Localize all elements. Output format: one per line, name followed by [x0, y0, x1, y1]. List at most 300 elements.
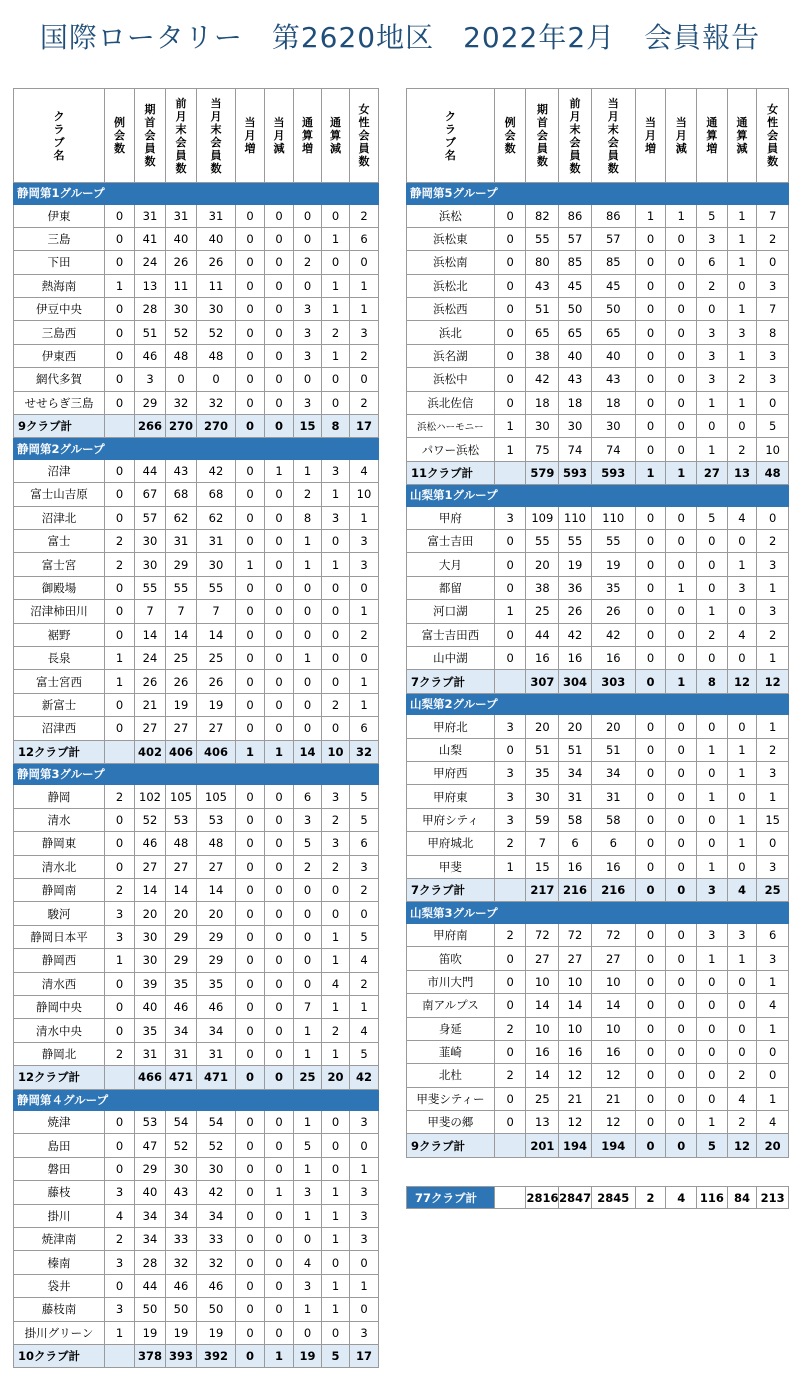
cell-value: 85 [559, 251, 592, 274]
cell-value: 2 [494, 1017, 526, 1040]
grand-total-value: 2816 [526, 1187, 559, 1209]
cell-value: 31 [166, 530, 197, 553]
cell-value: 1 [322, 949, 350, 972]
cell-value: 0 [666, 1064, 697, 1087]
column-header-label: 当月減 [675, 116, 687, 155]
cell-value: 2 [757, 623, 789, 646]
club-name: 伊東 [14, 204, 105, 227]
cell-value: 44 [135, 459, 166, 482]
cell-value: 55 [526, 530, 559, 553]
club-name: 甲斐シティー [407, 1087, 495, 1110]
cell-value: 18 [526, 391, 559, 414]
cell-value: 34 [591, 762, 635, 785]
cell-value: 0 [494, 1040, 526, 1063]
cell-value: 0 [105, 600, 135, 623]
cell-value: 0 [265, 251, 294, 274]
cell-value: 0 [666, 553, 697, 576]
table-row [407, 970, 789, 993]
cell-value: 0 [265, 600, 294, 623]
club-name: 清水中央 [14, 1019, 105, 1042]
table-row [14, 902, 379, 925]
column-header [526, 89, 559, 183]
cell-value: 0 [666, 530, 697, 553]
cell-value: 0 [697, 1040, 728, 1063]
cell-value: 0 [236, 1042, 265, 1065]
table-row [407, 274, 789, 297]
cell-value: 3 [294, 1274, 322, 1297]
cell-value: 40 [135, 1181, 166, 1204]
cell-value: 1 [322, 1204, 350, 1227]
cell-value: 0 [236, 459, 265, 482]
group-total-value: 13 [727, 461, 757, 484]
cell-value: 2 [494, 1064, 526, 1087]
cell-value: 34 [197, 1204, 236, 1227]
cell-value: 4 [727, 1087, 757, 1110]
column-header-label: 女性会員数 [358, 103, 370, 168]
grand-total-value: 4 [666, 1187, 697, 1209]
cell-value: 19 [559, 553, 592, 576]
group-total-value: 0 [635, 670, 666, 693]
column-header-label: 当月末会員数 [607, 96, 619, 175]
club-name: 浜松北 [407, 274, 495, 297]
cell-value: 0 [105, 1157, 135, 1180]
cell-value: 1 [727, 553, 757, 576]
cell-value: 54 [197, 1111, 236, 1134]
cell-value: 0 [236, 344, 265, 367]
cell-value: 6 [350, 717, 379, 740]
page-title: 国際ロータリー 第2620地区 2022年2月 会員報告 [39, 21, 761, 54]
table-row [14, 1111, 379, 1134]
cell-value: 105 [197, 785, 236, 808]
cell-value: 0 [666, 1111, 697, 1134]
cell-value: 2 [322, 693, 350, 716]
cell-value: 0 [635, 1064, 666, 1087]
cell-value: 26 [591, 600, 635, 623]
cell-value: 4 [105, 1204, 135, 1227]
cell-value: 13 [526, 1111, 559, 1134]
club-name: 清水西 [14, 972, 105, 995]
cell-value: 0 [105, 368, 135, 391]
cell-value: 85 [591, 251, 635, 274]
group-total-label: 9クラブ計 [14, 415, 105, 438]
table-row [407, 227, 789, 250]
cell-value: 0 [236, 996, 265, 1019]
cell-value: 1 [697, 600, 728, 623]
cell-value: 0 [666, 368, 697, 391]
cell-value: 2 [727, 1064, 757, 1087]
group-total-value: 1 [265, 1344, 294, 1367]
table-row [14, 647, 379, 670]
cell-value: 0 [294, 274, 322, 297]
column-header [494, 89, 526, 183]
cell-value: 40 [197, 227, 236, 250]
cell-value: 0 [322, 530, 350, 553]
group-total-value: 217 [526, 879, 559, 902]
cell-value: 42 [197, 1181, 236, 1204]
cell-value: 3 [757, 368, 789, 391]
grand-total-value: 213 [757, 1187, 789, 1209]
group-total-value: 17 [350, 1344, 379, 1367]
table-row [407, 298, 789, 321]
cell-value: 1 [494, 855, 526, 878]
cell-value: 4 [350, 949, 379, 972]
cell-value: 32 [166, 1251, 197, 1274]
cell-value: 7 [757, 298, 789, 321]
group-total-value: 303 [591, 670, 635, 693]
cell-value: 3 [727, 576, 757, 599]
group-name: 山梨第2グループ [407, 693, 789, 715]
club-name: 榛南 [14, 1251, 105, 1274]
cell-value: 0 [265, 996, 294, 1019]
table-row [407, 321, 789, 344]
cell-value: 0 [236, 902, 265, 925]
cell-value: 0 [105, 623, 135, 646]
cell-value: 0 [105, 344, 135, 367]
cell-value: 44 [526, 623, 559, 646]
cell-value: 21 [135, 693, 166, 716]
cell-value: 102 [135, 785, 166, 808]
cell-value: 6 [559, 832, 592, 855]
group-total-value: 466 [135, 1066, 166, 1089]
cell-value: 1 [727, 808, 757, 831]
group-header-row [407, 902, 789, 924]
column-header [105, 89, 135, 183]
cell-value: 43 [526, 274, 559, 297]
cell-value: 3 [350, 1228, 379, 1251]
group-total-value: 42 [350, 1066, 379, 1089]
cell-value: 0 [697, 762, 728, 785]
group-total-value [105, 1344, 135, 1367]
column-header [697, 89, 728, 183]
cell-value: 0 [265, 670, 294, 693]
group-total-value: 270 [166, 415, 197, 438]
group-total-value: 593 [591, 461, 635, 484]
cell-value: 14 [166, 623, 197, 646]
club-name: 静岡西 [14, 949, 105, 972]
cell-value: 1 [105, 670, 135, 693]
group-total-label: 7クラブ計 [407, 879, 495, 902]
cell-value: 3 [105, 1181, 135, 1204]
cell-value: 1 [294, 459, 322, 482]
table-row [407, 832, 789, 855]
cell-value: 0 [666, 1017, 697, 1040]
cell-value: 3 [294, 321, 322, 344]
table-row [407, 553, 789, 576]
cell-value: 0 [757, 506, 789, 529]
club-name: 山中湖 [407, 647, 495, 670]
cell-value: 20 [197, 902, 236, 925]
club-name: 山梨 [407, 738, 495, 761]
cell-value: 55 [135, 576, 166, 599]
cell-value: 0 [635, 808, 666, 831]
cell-value: 28 [135, 298, 166, 321]
cell-value: 0 [236, 1111, 265, 1134]
cell-value: 0 [322, 670, 350, 693]
cell-value: 8 [757, 321, 789, 344]
cell-value: 0 [265, 879, 294, 902]
table-row [407, 1111, 789, 1134]
cell-value: 1 [294, 1157, 322, 1180]
club-name: 掛川 [14, 1204, 105, 1227]
cell-value: 53 [166, 808, 197, 831]
cell-value: 1 [350, 506, 379, 529]
cell-value: 0 [635, 832, 666, 855]
cell-value: 14 [197, 623, 236, 646]
cell-value: 0 [666, 1087, 697, 1110]
cell-value: 0 [265, 717, 294, 740]
cell-value: 10 [526, 970, 559, 993]
cell-value: 0 [236, 321, 265, 344]
club-name: 浜松南 [407, 251, 495, 274]
column-header [350, 89, 379, 183]
group-total-row [14, 740, 379, 763]
club-name: せせらぎ三島 [14, 391, 105, 414]
cell-value: 2 [757, 738, 789, 761]
group-total-value [105, 1066, 135, 1089]
cell-value: 0 [236, 368, 265, 391]
cell-value: 1 [697, 438, 728, 461]
cell-value: 1 [322, 483, 350, 506]
cell-value: 0 [494, 970, 526, 993]
cell-value: 55 [166, 576, 197, 599]
cell-value: 0 [105, 483, 135, 506]
cell-value: 40 [559, 344, 592, 367]
cell-value: 1 [322, 996, 350, 1019]
cell-value: 1 [294, 1298, 322, 1321]
cell-value: 0 [236, 576, 265, 599]
table-row [14, 1321, 379, 1344]
group-total-value: 201 [526, 1134, 559, 1157]
cell-value: 0 [757, 1064, 789, 1087]
table-row [14, 855, 379, 878]
cell-value: 35 [526, 762, 559, 785]
cell-value: 0 [105, 1134, 135, 1157]
cell-value: 27 [197, 717, 236, 740]
cell-value: 57 [591, 227, 635, 250]
cell-value: 0 [322, 647, 350, 670]
group-total-value: 17 [350, 415, 379, 438]
cell-value: 11 [166, 274, 197, 297]
cell-value: 10 [591, 970, 635, 993]
column-header [727, 89, 757, 183]
group-total-value: 20 [322, 1066, 350, 1089]
table-row [14, 1228, 379, 1251]
cell-value: 1 [635, 204, 666, 227]
cell-value: 0 [494, 738, 526, 761]
table-row [407, 1040, 789, 1063]
group-total-value [494, 461, 526, 484]
club-name: 清水 [14, 808, 105, 831]
cell-value: 30 [166, 298, 197, 321]
cell-value: 31 [197, 204, 236, 227]
table-row [14, 670, 379, 693]
cell-value: 0 [666, 1040, 697, 1063]
cell-value: 7 [526, 832, 559, 855]
cell-value: 27 [591, 947, 635, 970]
cell-value: 1 [322, 1228, 350, 1251]
cell-value: 0 [265, 1204, 294, 1227]
club-name: 伊豆中央 [14, 298, 105, 321]
cell-value: 42 [526, 368, 559, 391]
cell-value: 0 [666, 785, 697, 808]
cell-value: 14 [135, 879, 166, 902]
cell-value: 0 [322, 1134, 350, 1157]
group-header-row [407, 183, 789, 205]
cell-value: 0 [757, 251, 789, 274]
cell-value: 8 [294, 506, 322, 529]
right-report-table [406, 88, 789, 1158]
group-total-value: 1 [666, 461, 697, 484]
table-row [14, 368, 379, 391]
cell-value: 0 [635, 785, 666, 808]
cell-value: 0 [265, 227, 294, 250]
cell-value: 0 [635, 855, 666, 878]
cell-value: 0 [265, 1134, 294, 1157]
cell-value: 1 [294, 1111, 322, 1134]
cell-value: 0 [635, 762, 666, 785]
group-total-value: 378 [135, 1344, 166, 1367]
cell-value: 35 [591, 576, 635, 599]
cell-value: 0 [265, 1321, 294, 1344]
cell-value: 19 [135, 1321, 166, 1344]
cell-value: 0 [236, 1204, 265, 1227]
cell-value: 29 [135, 391, 166, 414]
cell-value: 0 [294, 227, 322, 250]
cell-value: 0 [265, 483, 294, 506]
cell-value: 30 [591, 415, 635, 438]
cell-value: 3 [350, 553, 379, 576]
table-row [14, 1134, 379, 1157]
club-name: 甲府西 [407, 762, 495, 785]
cell-value: 0 [494, 227, 526, 250]
club-name: 甲斐の郷 [407, 1111, 495, 1134]
group-total-value: 270 [197, 415, 236, 438]
column-header-label: 期首会員数 [144, 103, 156, 168]
cell-value: 26 [135, 670, 166, 693]
group-total-label: 7クラブ計 [407, 670, 495, 693]
cell-value: 2 [757, 530, 789, 553]
cell-value: 3 [697, 368, 728, 391]
cell-value: 3 [757, 600, 789, 623]
column-header [666, 89, 697, 183]
cell-value: 16 [591, 1040, 635, 1063]
cell-value: 3 [494, 715, 526, 738]
group-total-value: 1 [236, 740, 265, 763]
cell-value: 80 [526, 251, 559, 274]
club-name: 静岡中央 [14, 996, 105, 1019]
cell-value: 20 [526, 553, 559, 576]
cell-value: 3 [494, 785, 526, 808]
cell-value: 0 [697, 530, 728, 553]
club-name: 浜松中 [407, 368, 495, 391]
cell-value: 0 [236, 670, 265, 693]
cell-value: 0 [757, 1040, 789, 1063]
cell-value: 55 [559, 530, 592, 553]
group-total-value: 20 [757, 1134, 789, 1157]
cell-value: 35 [135, 1019, 166, 1042]
cell-value: 5 [350, 808, 379, 831]
cell-value: 3 [105, 902, 135, 925]
cell-value: 0 [322, 623, 350, 646]
cell-value: 14 [166, 879, 197, 902]
cell-value: 1 [494, 415, 526, 438]
cell-value: 19 [591, 553, 635, 576]
table-row [14, 321, 379, 344]
cell-value: 2 [294, 483, 322, 506]
table-row [14, 1274, 379, 1297]
group-name: 静岡第４グループ [14, 1089, 379, 1111]
cell-value: 0 [635, 1017, 666, 1040]
cell-value: 31 [197, 1042, 236, 1065]
cell-value: 0 [236, 925, 265, 948]
cell-value: 0 [666, 391, 697, 414]
cell-value: 0 [294, 717, 322, 740]
club-name: 甲府南 [407, 923, 495, 946]
cell-value: 40 [135, 996, 166, 1019]
cell-value: 0 [666, 994, 697, 1017]
table-row [407, 994, 789, 1017]
cell-value: 55 [526, 227, 559, 250]
cell-value: 52 [166, 1134, 197, 1157]
cell-value: 0 [635, 994, 666, 1017]
cell-value: 34 [559, 762, 592, 785]
cell-value: 1 [294, 1204, 322, 1227]
cell-value: 0 [294, 972, 322, 995]
club-name: 浜松東 [407, 227, 495, 250]
club-name: 身延 [407, 1017, 495, 1040]
cell-value: 2 [322, 1019, 350, 1042]
cell-value: 0 [494, 368, 526, 391]
cell-value: 6 [350, 832, 379, 855]
club-name: 藤枝 [14, 1181, 105, 1204]
cell-value: 0 [666, 647, 697, 670]
cell-value: 0 [757, 391, 789, 414]
table-row [14, 949, 379, 972]
club-name: 富士山吉原 [14, 483, 105, 506]
cell-value: 0 [236, 832, 265, 855]
table-row [407, 1017, 789, 1040]
cell-value: 2 [294, 251, 322, 274]
group-total-value: 25 [294, 1066, 322, 1089]
group-total-value: 304 [559, 670, 592, 693]
cell-value: 40 [591, 344, 635, 367]
club-name: 甲斐 [407, 855, 495, 878]
cell-value: 0 [105, 298, 135, 321]
table-row [14, 832, 379, 855]
group-total-value: 0 [666, 1134, 697, 1157]
cell-value: 74 [559, 438, 592, 461]
table-row [14, 204, 379, 227]
cell-value: 0 [105, 251, 135, 274]
cell-value: 2 [350, 344, 379, 367]
table-row [407, 808, 789, 831]
cell-value: 3 [135, 368, 166, 391]
cell-value: 0 [635, 600, 666, 623]
cell-value: 29 [166, 553, 197, 576]
cell-value: 0 [727, 530, 757, 553]
cell-value: 0 [635, 298, 666, 321]
cell-value: 57 [135, 506, 166, 529]
cell-value: 5 [294, 832, 322, 855]
cell-value: 48 [166, 832, 197, 855]
cell-value: 1 [727, 738, 757, 761]
group-total-value: 471 [197, 1066, 236, 1089]
group-total-value: 0 [265, 415, 294, 438]
group-name: 静岡第5グループ [407, 183, 789, 205]
cell-value: 3 [350, 321, 379, 344]
cell-value: 0 [105, 459, 135, 482]
cell-value: 0 [322, 1157, 350, 1180]
